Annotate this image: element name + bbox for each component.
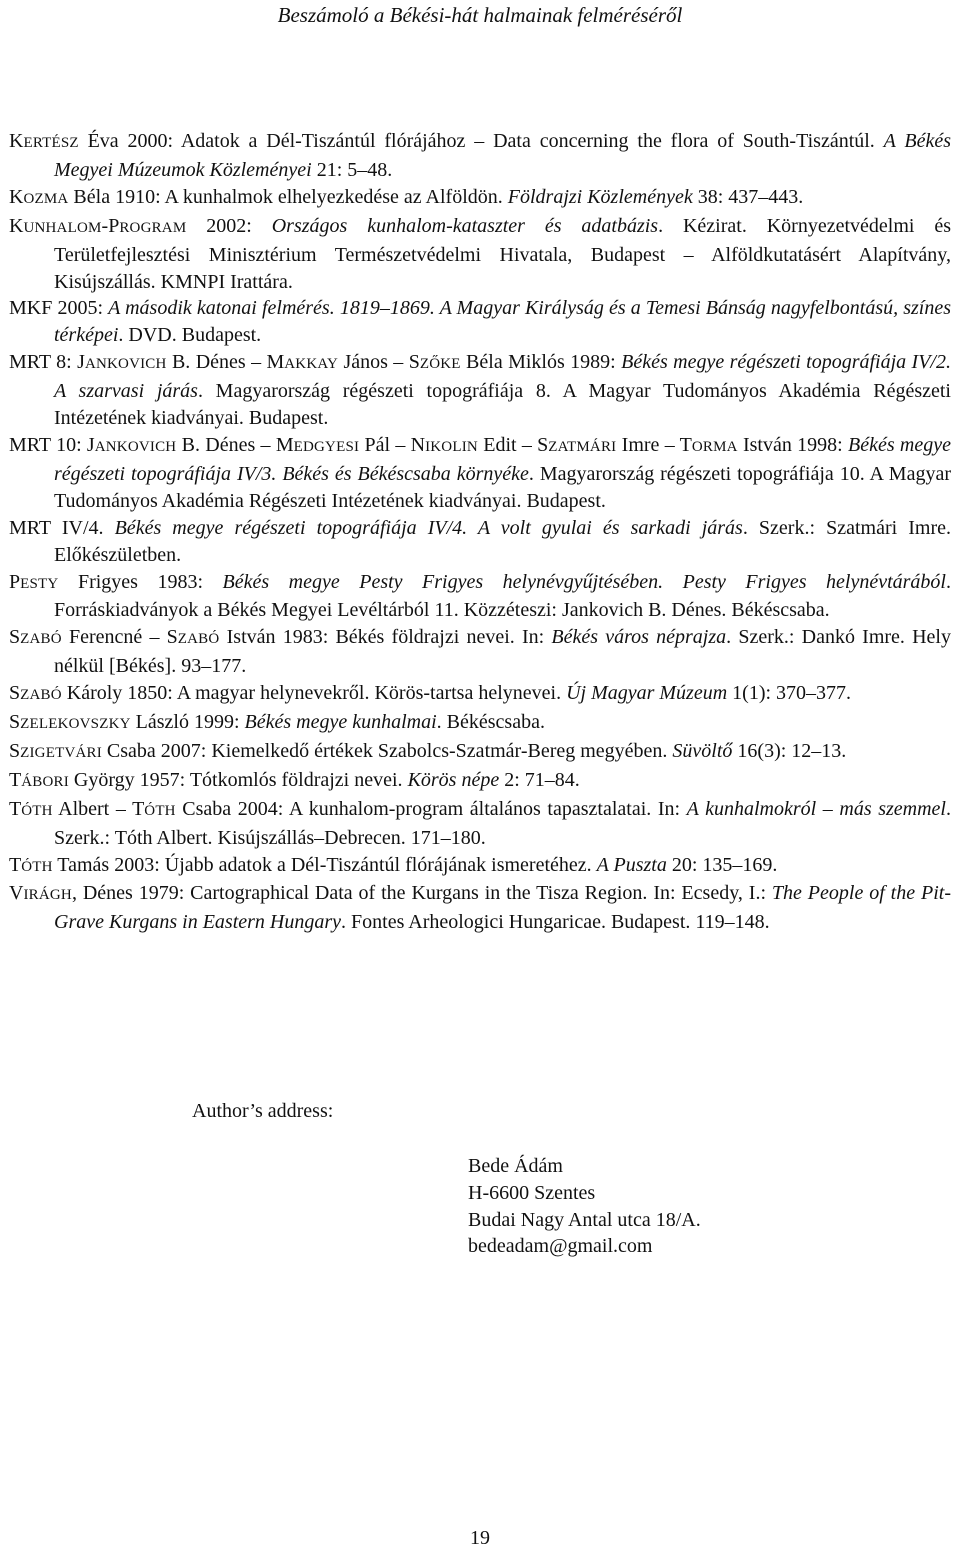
reference-text: Edit – S [477, 433, 549, 456]
reference-text: Éva 2000: Adatok a Dél-Tiszántúl flórájához – Data concerning the flora of South-Tiszántúl. [78, 130, 884, 152]
reference-title: Békés megye régészeti topográfiája IV/2. A szarvasi járás [54, 351, 951, 403]
reference-text: S [9, 711, 21, 734]
reference-text: K [9, 214, 24, 237]
reference-entry [9, 128, 951, 184]
reference-text: IRÁGH [23, 887, 72, 904]
reference-entry [9, 295, 951, 349]
reference-text: Tamás 2003: Újabb adatok a Dél-Tiszántúl flórájának ismeretéhez. [52, 853, 597, 876]
author-name: Bede Ádám [468, 1155, 563, 1177]
reference-text: B. Dénes – M [166, 351, 285, 374]
author-street: Budai Nagy Antal utca 18/A. [468, 1208, 701, 1231]
reference-text: P [9, 570, 21, 593]
reference-text: 1(1): 370–377. [727, 682, 852, 705]
reference-text: MRT 8: J [9, 351, 85, 374]
reference-text: 38: 437–443. [692, 185, 804, 208]
reference-text: Frigyes 1983: [58, 570, 223, 593]
reference-text: László 1999: [130, 711, 245, 734]
reference-text: János – S [338, 351, 420, 374]
reference-text: K [9, 185, 24, 208]
reference-text: S [9, 739, 21, 762]
reference-text: György 1957: Tótkomlós földrajzi nevei. [68, 768, 408, 791]
reference-entry [9, 349, 951, 432]
reference-text: . DVD. Budapest. [118, 324, 262, 347]
reference-text: MRT 10: J [9, 433, 95, 456]
reference-text: , Dénes 1979: Cartographical Data of the Kurgans in the Tisza Region. In: Ecsedy, I.: [71, 882, 772, 905]
reference-text: Béla Miklós 1989: [460, 351, 622, 374]
reference-entry [9, 852, 951, 881]
reference-text: István 1998: [737, 433, 848, 456]
reference-text: ERTÉSZ [23, 135, 79, 151]
reference-title: Békés város néprajza [551, 626, 727, 649]
reference-text: . Szerk.: Dankó Imre. Hely nélkül [Békés]. 93–177. [54, 626, 951, 678]
reference-entry [9, 880, 951, 936]
reference-entry [9, 709, 951, 738]
reference-text: . Magyarország régészeti topográfiája 10. A Magyar Tudományos Akadémia Régészeti Intézetének kiadványai. Budapest. [54, 462, 951, 512]
reference-text: -P [101, 214, 120, 237]
reference-text: ROGRAM [119, 219, 187, 236]
reference-text: Csaba 2007: Kiemelkedő értékek Szabolcs-Szatmár-Bereg megyében. [101, 739, 673, 762]
reference-text: . Szerk.: Szatmári Imre. Előkészületben. [54, 516, 952, 566]
reference-text: ORMA [691, 438, 738, 455]
author-address-label: Author’s address: [192, 1100, 334, 1122]
reference-entry [9, 432, 951, 515]
reference-text: ANKOVICH [94, 438, 177, 455]
reference-text: Albert – T [52, 797, 145, 820]
reference-text: 2: 71–84. [499, 768, 580, 791]
reference-text: Pál – N [359, 433, 426, 456]
reference-text: OZMA [23, 190, 69, 207]
author-address [468, 1153, 701, 1260]
reference-text: ZABÓ [177, 631, 220, 648]
reference-entry [9, 738, 951, 767]
reference-text: ANKOVICH [84, 356, 167, 373]
reference-text: IKOLIN [425, 438, 478, 455]
reference-title: The People of the Pit-Grave Kurgans in Eastern Hungary [54, 882, 951, 934]
reference-text: ZŐKE [419, 356, 461, 373]
reference-title: A kunhalmokról – más szemmel [686, 797, 946, 820]
reference-text: ÁBORI [21, 773, 69, 790]
reference-text: T [9, 853, 22, 876]
reference-title: A második katonai felmérés. 1819–1869. A Magyar Királyság és a Temesi Bánság nagyfelbontású, színes térképei [54, 297, 951, 347]
reference-text: Ferencné – S [61, 626, 178, 649]
reference-text: T [9, 768, 22, 791]
reference-text: T [9, 797, 22, 820]
reference-text: K [9, 130, 24, 152]
reference-title: Békés megye régészeti topográfiája IV/3. Békés és Békéscsaba környéke [54, 433, 952, 485]
reference-entry [9, 624, 951, 680]
reference-text: ZABÓ [20, 631, 62, 648]
running-head: Beszámoló a Békési-hát halmainak felméréséről [277, 3, 683, 27]
reference-text: . Forráskiadványok a Békés Megyei Levéltárból 11. Közzéteszi: Jankovich B. Dénes. Békéscsaba. [54, 570, 951, 622]
reference-text: ÓTH [21, 858, 53, 875]
reference-title: Békés megye régészeti topográfiája IV/4. A volt gyulai és sarkadi járás [114, 516, 743, 539]
reference-text: B. Dénes – M [176, 433, 294, 456]
reference-title: A Puszta [596, 853, 667, 876]
reference-text: Béla 1910: A kunhalmok elhelyezkedése az Alföldön. [68, 185, 508, 208]
reference-text: S [9, 626, 21, 649]
reference-text: MKF 2005: [9, 297, 109, 320]
reference-text: . Magyarország régészeti topográfiája 8. A Magyar Tudományos Akadémia Régészeti Intézetének kiadványai. Budapest. [54, 380, 951, 430]
reference-list [9, 128, 951, 936]
reference-text: 20: 135–169. [666, 853, 778, 876]
reference-text: Károly 1850: A magyar helynevekről. Körös-tartsa helynevei. [61, 682, 567, 705]
reference-title: A Békés Megyei Múzeumok Közleményei [54, 130, 951, 181]
reference-text: UNHALOM [23, 219, 102, 236]
reference-text: . Fontes Arheologici Hungaricae. Budapest. 119–148. [341, 911, 770, 934]
reference-title: Új Magyar Múzeum [566, 682, 728, 705]
reference-text: ÓTH [21, 802, 53, 819]
reference-text: ZIGETVÁRI [20, 744, 102, 761]
reference-text: AKKAY [284, 356, 339, 373]
reference-text: ZABÓ [20, 687, 62, 704]
reference-text: . Szerk.: Tóth Albert. Kisújszállás–Debrecen. 171–180. [54, 797, 951, 849]
reference-text: 21: 5–48. [311, 158, 393, 181]
reference-text: MRT IV/4. [9, 516, 115, 539]
reference-title: Békés megye Pesty Frigyes helynévgyűjtésében. Pesty Frigyes helynévtárából [222, 570, 946, 593]
author-email[interactable]: bedeadam@gmail.com [468, 1235, 653, 1258]
reference-title: Süvöltő [672, 739, 733, 762]
author-city: H-6600 Szentes [468, 1181, 596, 1204]
reference-text: István 1983: Békés földrajzi nevei. In: [219, 626, 552, 649]
reference-entry [9, 767, 951, 796]
reference-entry [9, 796, 951, 852]
reference-text: EDGYESI [293, 438, 360, 455]
reference-title: Földrajzi Közlemények [507, 185, 693, 208]
reference-title: Országos kunhalom-kataszter és adatbázis [271, 214, 659, 237]
reference-entry [9, 569, 951, 625]
reference-text: ESTY [20, 575, 59, 592]
reference-text: ÓTH [144, 802, 176, 819]
reference-text: 16(3): 12–13. [732, 739, 847, 762]
reference-text: Imre – T [616, 433, 692, 456]
reference-entry [9, 680, 951, 709]
reference-entry [9, 213, 951, 296]
reference-text: . Békéscsaba. [436, 711, 545, 734]
reference-text: . Kézirat. Környezetvédelmi és Területfejlesztési Minisztérium Természetvédelmi Hivatala, Budapest – Alföldkutatásért Alapítvány, Kisújszállás. KMNPI Irattára. [54, 214, 951, 293]
reference-text: ZATMÁRI [548, 438, 617, 455]
reference-text: ZELEKOVSZKY [20, 716, 131, 733]
reference-entry [9, 184, 951, 213]
reference-text: 2002: [186, 214, 272, 237]
page-number: 19 [470, 1527, 490, 1549]
reference-title: Békés megye kunhalmai [244, 711, 437, 734]
reference-text: S [9, 682, 21, 705]
reference-text: Csaba 2004: A kunhalom-program általános tapasztalatai. In: [175, 797, 687, 820]
reference-entry [9, 515, 951, 569]
reference-title: Körös népe [407, 768, 500, 791]
reference-text: V [9, 882, 24, 905]
